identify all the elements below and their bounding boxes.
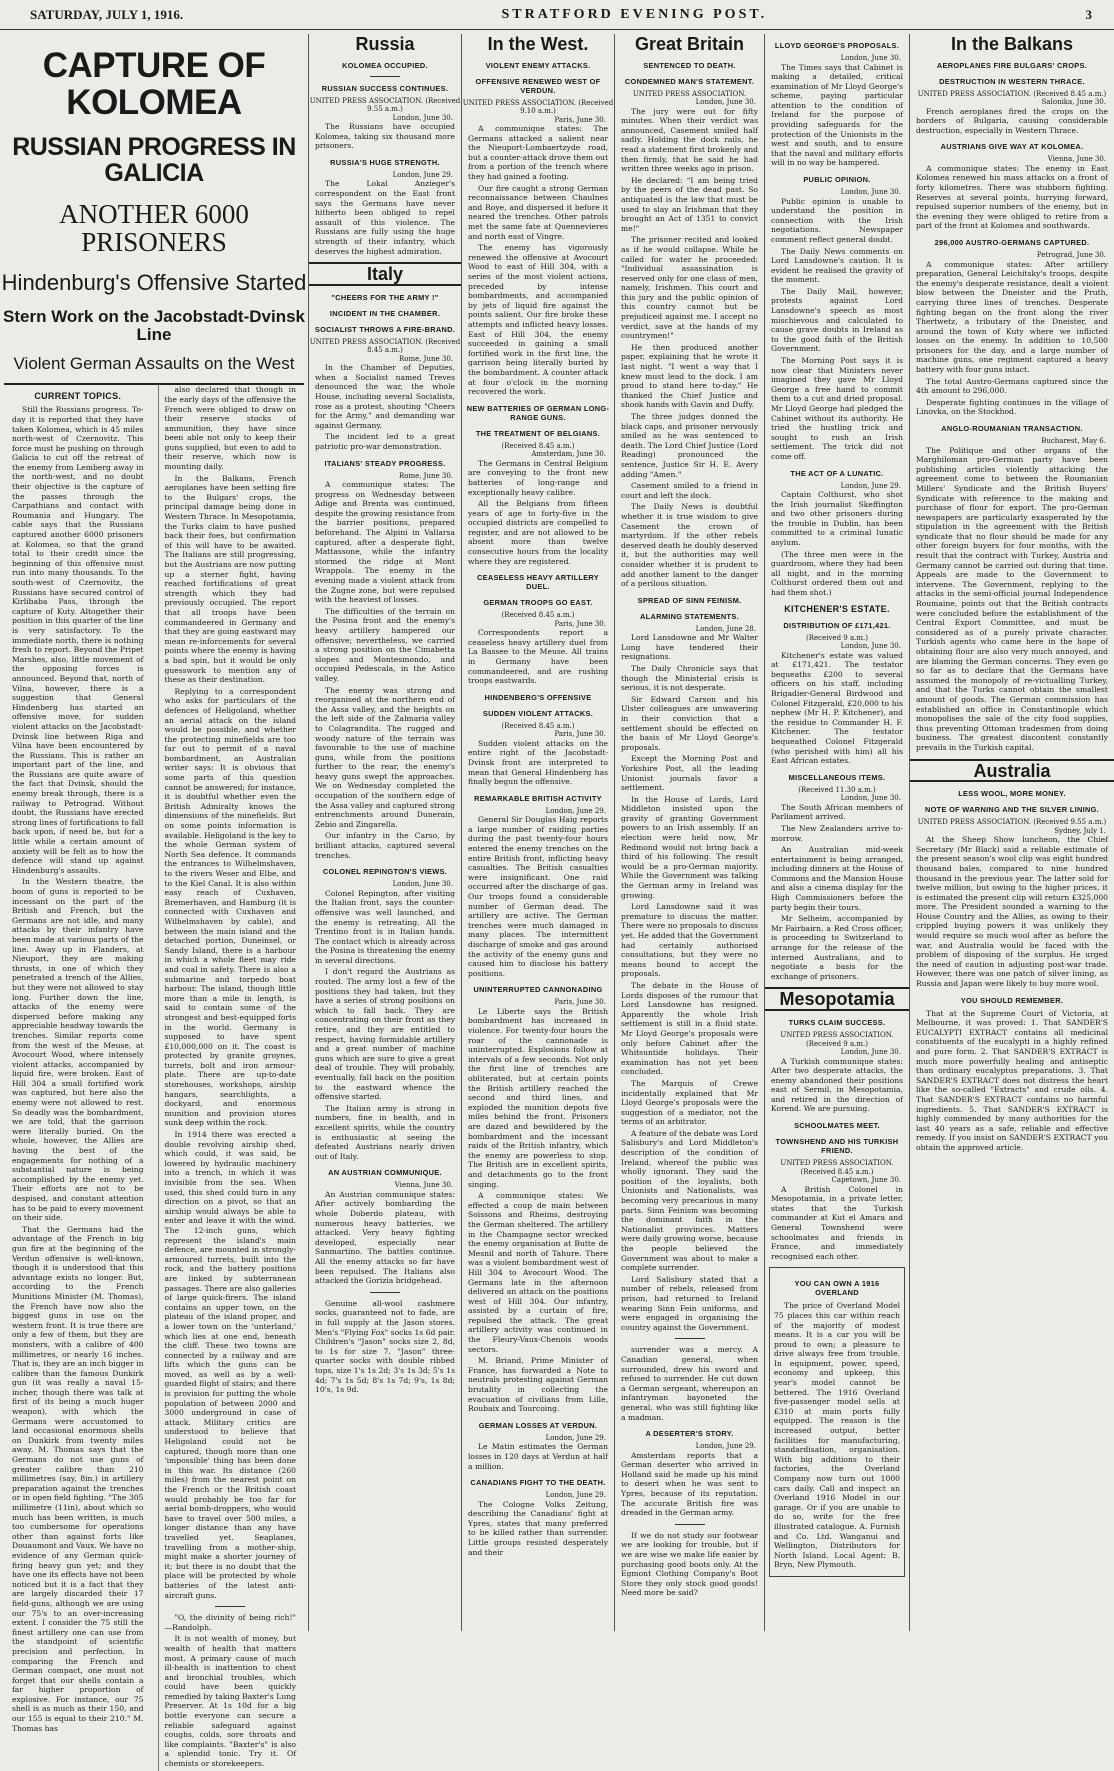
article-paragraph: Our fire caught a strong German reconnaissance between Chaulnes and Roye, and dispersed it before it neared the trenches. Other patrols met the same fate at Quennevieres and north east of Vingre. — [468, 183, 608, 241]
article-heading: GERMAN TROOPS GO EAST. — [483, 598, 593, 608]
byline: (Received 8.45 a.m.) — [501, 721, 575, 730]
article-heading: COLONEL REPINGTON'S VIEWS. — [322, 867, 448, 877]
article-heading: MISCELLANEOUS ITEMS. — [788, 772, 886, 782]
article-heading: NOTE OF WARNING AND THE SILVER LINING. — [925, 805, 1099, 815]
dateline: Salonika, June 30. — [1041, 98, 1106, 107]
article-paragraph: Sudden violent attacks on the entire right of the Jacobstadt-Dvinsk front are interpreted to mean that General Hindenberg has finally begun the offensive. — [468, 738, 608, 787]
article-paragraph: M. Briand, Prime Minister of France, has forwarded a Note to neutrals protesting against German brutality in collecting the evacuation of civilians from Lille, Roubaix and Tourcoing. — [468, 1356, 608, 1414]
lead-violent-assaults-headline: Violent German Assaults on the West — [13, 354, 295, 374]
dateline: London, June 29. — [695, 1442, 756, 1451]
article-paragraph: He declared: "I am being tried by the peers of the dead past. So antiquated is the law that must be used to slay an Irishman that they brought an Act of 1351 to convict me!" — [621, 175, 758, 233]
dateline: Sydney, July 1. — [1054, 826, 1106, 835]
article-heading: DISTRIBUTION OF £171,421. — [783, 620, 891, 630]
article-paragraph: A feature of the debate was Lord Salisbury's and Lord Middleton's description of the condition of Ireland, whereof the public was wholly ignorant. They said the position of the loyalists, both Unionists and Nationalists, was becoming very precarious in many parts. Sinn Feinism was becoming the dominant faith in the Nationalist provinces. Matters were daily growing worse, because the people believed the Government was about to make a complete surrender. — [621, 1128, 759, 1273]
byline: UNITED PRESS ASSOCIATION. — [632, 89, 747, 98]
article-paragraph: In the Chamber of Deputies, when a Socialist named Treves denounced the war, the whole House, including several Socialists, rose as a protest, shouting "Cheers for the Army," and demanding war against Germany. — [315, 363, 455, 430]
article-paragraph: A communique states: The progress on Wednesday between Adige and Brenta was continued, despite the growing resistance from the barrier positions, prepared beforehand. The Alpini in Vallarsa captured, after a desperate fight, Mattassone, while the infantry stormed the ridge at Mont Wrappola. The enemy in the evening made a violent attack from the Zugne zone, but were repulsed with the heaviest of losses. — [315, 480, 455, 605]
divider — [370, 76, 400, 77]
article-paragraph: (The three men were in the guardroom, where they had been all night, and in the morning Colthurst ordered them out and had them shot.) — [771, 549, 903, 597]
lead-right-subcolumn — [158, 385, 303, 1770]
dateline: Bucharest, May 6. — [1041, 437, 1106, 446]
article-paragraph: The Italian army is strong in numbers, fine in health, and in excellent spirits, while the country is enthusiastic at seeing the defeated Austrians nearly driven out of Italy. — [315, 1103, 455, 1161]
article-heading: 296,000 AUSTRO-GERMANS CAPTURED. — [934, 238, 1090, 248]
byline: (Received 8.45 a.m.) — [501, 441, 575, 450]
article-paragraph: I don't regard the Austrians as routed. The army lost a few of the positions they had taken, but they have a series of strong positions on which to fall back. They are concentrating on their front as they retire, and they are entitled to respect, having formidable artillery and a great number of machine guns which are sure to give a great deal of trouble. They will probably, eventually, fall back on the position to the eastward whence the offensive started. — [315, 967, 455, 1102]
lead-left-subcolumn — [6, 385, 150, 1770]
byline: (Received 8.45 a.m.) — [501, 611, 575, 620]
dateline: London, June 29. — [545, 806, 606, 815]
article-paragraph: Except the Morning Post and Yorkshire Post, all the leading Unionist journals favor a settlement. — [621, 754, 758, 793]
article-paragraph: Amsterdam reports that a German deserter who arrived in Holland said he made up his mind to desert when he was sent to Ypres, because of its reputation. The accurate British fire was dreaded in the German army. — [621, 1450, 758, 1518]
article-heading: PUBLIC OPINION. — [803, 175, 871, 185]
quotation: "O, the divinity of being rich!" —Randolph. — [164, 1613, 296, 1632]
balkans-column — [909, 34, 1114, 1631]
article-paragraph: Public opinion is unable to understand the position in connection with the Irish negotiations. Newspaper comment reflect general doubt. — [771, 196, 903, 244]
dateline: Vienna, June 30. — [1047, 155, 1106, 164]
article-heading: OFFENSIVE RENEWED WEST OF VERDUN. — [475, 76, 601, 95]
article-paragraph: A communique states: We effected a coup de main between Soissons and Rheims, destroying the German sheltered. The artillery in the Champagne sector wrecked the enemy organisation at Butte de Mesnil and north of Tahure. There was a violent bombardment west of Hill 304 to Avocourt Wood. The Germans late in the afternoon delivered an attack on the positions west of Hill 304. Our infantry, assisted by a curtain of fire, repulsed the attack. The great artillery activity was continued in the Fleury-Vaux-Chenois woods sectors. — [468, 1191, 608, 1354]
article-paragraph: Kitchener's estate was valued at £171,421. The testator bequeaths £200 to several officers on his staff, including Brigadier-General Birdwood and Colonel Fitzgerald, £20,000 to his nephew (Mr H. P. Kitchener), and the residue to Commander H. F. Kitchener. The testator bequeathed Colonel Fitzgerald (who perished with him) all his East African estates. — [771, 650, 903, 766]
divider — [675, 1338, 705, 1339]
masthead — [0, 0, 1114, 30]
advertisement-text: The price of Overland Model 75 places this car within reach of the majority of modest means. It is a car you will be proud to own; a pleasure to drive always free from trouble. In equipment, power, speed, economy and upkeep, this year's model cannot be bettered. The 1916 Overland five-passenger model sells at £310 at main ports fully equipped. The reason is the increased output, better facilities for manufacturing, standardisation, organisation. With big additions to their factories, the Overland Company now turn out 1000 cars daily. Call and inspect an Overland 1916 Model in our garage. Or if you are unable to do so, write for the free illustrated catalogue. A. Furnish and Co. Ltd. Wanganui and Wellington, Distributors for North Island. Local Agent: B. Bryn, New Plymouth. — [774, 1301, 900, 1570]
article-heading: ALARMING STATEMENTS. — [640, 611, 739, 621]
west-section-title: In the West. — [487, 34, 589, 54]
advertisement: Genuine all-wool cashmere socks, guaranteed not to fade, are in full supply at the Jason stores. Men's "Flying Fox" socks 1s 6d pair. Children's "Jason" socks size 2, 8d, to 1s for size 7. "Jason" three-quarter socks with double ribbed tops, size 1's 1s 2d; 3's 1s 3d; 5's 1s 4d; 7's 1s 5d; 8's 1s 7d; 9's, 1s 8d; 10's, 1s 9d. — [315, 1298, 455, 1395]
article-paragraph: surrender was a mercy. A Canadian general, when surrounded, drew his sword and refused to surrender. He cut down a German sergeant, whereupon an infantryman bayoneted the general, who was still fighting like a madman. — [621, 1345, 758, 1422]
article-heading: ITALIANS' STEADY PROGRESS. — [324, 458, 446, 468]
article-paragraph: The total Austro-Germans captured since the 4th amount to 296,000. — [916, 376, 1108, 396]
dateline: Paris, June 30. — [554, 730, 606, 739]
dateline: London, June 30. — [840, 1048, 901, 1056]
article-heading: INCIDENT IN THE CHAMBER. — [329, 308, 441, 318]
article-paragraph: In the Western theatre, the boom of guns is reported to be incessant on the part of the British and French, but the Germans are not idle, and many attacks by their infantry have been made at various parts of the line. Away up in Flanders, at Nieuport, they are making thrusts, in one of which they penetrated a trench of the Allies, but they were not allowed to stay long. Further down the line, attacks of the enemy were dispersed before making any appreciable headway towards the trenches. Similar reports come from the west of the Meuse, at Avocourt Wood, where intensely violent attacks, accompanied by liquid fire, were broken. East of Hill 304 a small fortified work was captured, but here also the enemy were not allowed to rest. So deadly was the bombardment, we are told, that the garrison were literally buried. On the whole, however, the Allies are having the best of the engagements for nothing of a substantial nature is being accomplished by the enemy yet. Their efforts are not to be despised, and constant attention has to be paid to every movement on their side. — [12, 877, 144, 1223]
lead-hindenburg-headline: Hindenburg's Offensive Started — [1, 269, 307, 295]
article-paragraph: He then produced another paper, explaining that he wrote it last night. "I went a way that I knew must lead to the dock. I am proud to stand here to-day." He thanked the Chief Justice and shook hands with Gavin and Duffy. — [621, 342, 758, 410]
article-heading: LESS WOOL, MORE MONEY. — [958, 789, 1066, 799]
article-paragraph: The South African members of Parliament arrived. — [771, 802, 903, 822]
article-paragraph: The Times says that Cabinet is making a detailed, critical examination of Mr Lloyd George's scheme, paying particular attention to the condition of Ireland for the purpose of providing safeguards for the protection of the Unionists in the west and south, and to ensure that the naval and military efforts will in no way be hampered. — [771, 62, 903, 168]
article-paragraph: All the Belgians from fifteen years of age to forty-five in the occupied districts are compelled to register, and are not allowed to be absent more than twelve consecutive hours from the locality where they are registered. — [468, 499, 608, 566]
article-paragraph: The Politique and other organs of the Marghiloman pro-German party have been publishing articles violently attacking the agreement come to between the Roumanian Millers' Syndicate and the British Buyers' Syndicate with reference to the making and purchase of flour for export. The pro-German newspapers are particularly exasperated by the stipulation in the agreement with the British syndicate that no flour should be made for any other foreign buyers for four months, with the result that the contract with Turkey, Austria and Germany cannot be carried out during that time. Appeals are made to the Government to intervene. The Government, replying to the attacks in the semi-official journal Independence Roumaine, points out that the British contracts were concluded before the establishment of the Central Export Committee, and must be considered as of a purely private character. Turkish agents who came here in the hope of obtaining flour are also very much annoyed, and are blaming the German concerns. They even go so far as to declare that the Germans have assumed the monopoly of re-victualling Turkey, and that the Turks cannot obtain the smallest amount of goods. The German commission has established an office in Constantinople which monopolises the sale of the city food supplies, thus preventing Ottoman tradesmen from doing business. The greatest discontent constantly prevails in the Turkish capital. — [916, 445, 1108, 752]
article-paragraph: The difficulties of the terrain on the Posina front and the enemy's heavy artillery hampered our offensive; nevertheless, we carried a strong position on the Cimabetta slopes and Montesmondo, and occupied Pedescala, in the Astico valley. — [315, 606, 455, 683]
article-paragraph: A communique states: The enemy in East Kolomea renewed his mass attacks on a front of forty kilometres. There was stubborn fighting. Reserves at several points, hurrying forward, repulsed superior numbers of the enemy, but in the evening they were obliged to retire from a part of the front at Kolomea and southwards. — [916, 163, 1108, 231]
article-heading: SENTENCED TO DEATH. — [643, 60, 736, 70]
byline: (Received 11.30 a.m.) — [798, 785, 876, 794]
mesopotamia-section-title: Mesopotamia — [765, 987, 909, 1011]
article-paragraph: A British Colonel in Mesopotamia, in a private letter, states that the Turkish commander at Kut el Amara and General Townshend were schoolmates and friends in France, and immediately recognised each other. — [771, 1184, 903, 1261]
article-paragraph: In 1914 there was erected a double revolving airship shed, which could, it was said, be lowered by hydraulic machinery into a trench, in which it was invisible from the sea. When used, this shed could turn in any direction on a pivot, so that an airship would always be able to enter and leave it with the wind. The 12-inch guns, which represent the island's main defence, are mounted in strongly-armoured turrets, built into the rock, and the battery positions are linked by subterranean passages. There are also galleries of large quick-firers. The island contains an upper town, on the plateau of the island proper, and a lower town on the 'unterland,' which lies at one end, beneath the cliff. These two towns are connected by a railway and are lifts which the guns can be moved, as well as by a well-guarded flight of stairs; and there is provision for putting the whole population of between 2000 and 3000 underground in case of attack. Military critics are understood to believe that Heligoland could not be captured, though more than one 'impossible' thing has been done in this war. Its distance (260 miles) from the nearest point on the French or the British coast would probably be too far for aerial bomb-droppers, who would have to travel over 500 miles, a longer distance than any have travelled yet. Seaplanes, travelling from a mother-ship, might make a shorter journey of it; but there is no doubt that the place will be protected by whole batteries of the latest anti-aircraft guns. — [164, 1130, 296, 1600]
divider — [675, 1524, 705, 1525]
article-paragraph: The Lokal Anzieger's correspondent on the East front says the Germans have never hitherto been obliged to repel assault of this violence. The Russians are fully using the huge strength of their infantry, which deserves the highest admiration. — [315, 179, 455, 256]
article-heading: REMARKABLE BRITISH ACTIVITY — [474, 793, 602, 803]
article-paragraph: The prisoner recited and looked as if he would collapse. While he called for water he proceeded: "Individual assassination is reserved only for one class of men, namely, Irishmen. This court and this jury and the public opinion of this country cannot but be prejudiced against me. I accept no verdict, save at the hands of my countrymen!" — [621, 235, 758, 341]
article-paragraph: An Australian mid-week entertainment is being arranged, including dinners at the House of Commons and the Mansion House and also a cinema display for the High Commissioners before the party begin their tours. — [771, 845, 903, 912]
current-topics-heading: CURRENT TOPICS. — [34, 391, 122, 402]
article-paragraph: Sir Edward Carson and his Ulster colleagues are unwavering in their conviction that a settlement should be effected on the basis of Mr Lloyd George's proposals. — [621, 694, 758, 752]
article-paragraph: Colonel Repington, after visiting the Italian front, says the counter-offensive was well launched, and the enemy is retreating. All the Trentino front is in Italian hands. The contact which is already across the Posina is threatening the enemy in several directions. — [315, 888, 455, 965]
overland-advertisement — [769, 1267, 905, 1577]
article-paragraph: The Cologne Volks Zeitung, describing the Canadians' fight at Ypres, states that many preferred to be killed rather than surrender. Little groups resisted desperately and their — [468, 1499, 608, 1557]
article-heading: CONDEMNED MAN'S STATEMENT. — [624, 76, 755, 86]
article-paragraph: Replying to a correspondent who asks for particulars of the defences of Heligoland, whether an aerial attack on the island would be possible, and whether the protecting minefields are too far out to permit of a naval bombardment, an Australian writer says: It is obvious that some parts of this question cannot be answered; for instance, it is doubtful whether even the British Admiralty knows the dimensions of the minefields. But on some points information is available. Heligoland is the key to the whole German system of North Sea defence. It commands the entrances to Wilhelmshaven, to the rivers Weser and Elbe, and to the Kiel Canal. It is also within easy reach of Cuxhaven, Bremerhaven, and Hamburg (it is connected with Cuxhaven and Wilhelmshaven by cable), and between the main island and the detached portion, Duneinsel, or Sandy Island, there is a harbour in which a whole fleet may ride and coal in safety. There is also a submarine and torpedo boat harbour. The island, though little more than a mile in length, is said to contain some of the strongest and best-equipped forts in the world. Germany is supposed to have spent £10,000,000 on it. The coast is protected by granite groynes, turrets, bolt and iron armour-plate. There are up-to-date storehouses, workshops, airship hangars, searchlights, a dockyard, and enormous munition and provision stores sunk deep within the rock. — [164, 686, 296, 1128]
masthead-page-number: 3 — [1085, 6, 1092, 22]
lead-prisoners-headline: ANOTHER 6000 PRISONERS — [59, 199, 249, 258]
article-heading: A DESERTER'S STORY. — [645, 1429, 734, 1439]
article-heading: CEASELESS HEAVY ARTILLERY DUEL. — [476, 573, 600, 592]
article-heading: NEW BATTERIES OF GERMAN LONG-RANGE GUNS. — [466, 403, 610, 422]
russia-italy-column — [308, 34, 461, 1631]
article-heading: UNINTERRUPTED CANNONADING — [473, 985, 603, 995]
dateline: London, June 30. — [840, 642, 901, 651]
dateline: Petrograd, June 30. — [1036, 251, 1106, 260]
article-paragraph: The jury were out for fifty minutes. When their verdict was announced, Casement smiled half sadly. Holding the dock rails, he read a statement first brokenly and then firmly, that he said he had written three weeks ago in prison. — [621, 106, 758, 174]
dateline: London, June 29. — [840, 481, 901, 490]
article-heading: TOWNSHEND AND HIS TURKISH FRIEND. — [775, 1137, 899, 1156]
article-heading: CANADIANS FIGHT TO THE DEATH. — [470, 1478, 606, 1488]
article-heading: TURKS CLAIM SUCCESS. — [788, 1018, 886, 1027]
lead-subheadline: RUSSIAN PROGRESS IN GALICIA — [12, 132, 296, 187]
byline: UNITED PRESS ASSOCIATION. (Received 9.10 a.m.) — [462, 98, 614, 116]
article-heading: RUSSIA'S HUGE STRENGTH. — [330, 157, 440, 167]
article-paragraph: also declared that though in the early days of the offensive the French were obliged to draw on their reserve stocks of ammunition, they have since been able not only to keep their guns supplied, but even to add to their reserve, which now is mounting daily. — [164, 385, 296, 472]
lead-headline: CAPTURE OF KOLOMEA — [42, 46, 266, 122]
article-heading: THE ACT OF A LUNATIC. — [790, 468, 884, 478]
masthead-date: SATURDAY, JULY 1, 1916. — [30, 6, 184, 22]
article-heading: AEROPLANES FIRE BULGARS' CROPS. — [936, 60, 1088, 70]
article-paragraph: Le Matin estimates the German losses in 120 days at Verdun at half a million. — [468, 1442, 608, 1471]
article-paragraph: Mr Selheim, accompanied by Mr Fairbairn, a Red Cross officer, is proceeding to Switzerland to arrange for the release of the interned Australians, and to negotiate a basis for the exchange of prisoners. — [771, 914, 903, 981]
article-paragraph: The Daily Mail, however, protests against Lord Lansdowne's speech as most mischievous and calculated to cause grave doubts in Ireland as to the good faith of the British Government. — [771, 286, 903, 354]
advertisement: It is not wealth of money, but wealth of health that matters most. A primary cause of much ill-health is inattention to chest and bronchial troubles, which could have been quickly remedied by taking Baxter's Lung Preserver. At 1s 10d for a big bottle everyone can secure a reliable safeguard against coughs, colds, sore throats and like complaints. "Baxter's" is also a splendid tonic. Try it. Of chemists or storekeepers. — [164, 1634, 296, 1769]
article-heading: GERMAN LOSSES AT VERDUN. — [478, 1420, 598, 1430]
lead-column — [0, 34, 308, 1769]
article-heading: AUSTRIANS GIVE WAY AT KOLOMEA. — [940, 142, 1084, 152]
article-paragraph: The Morning Post says it is now clear that Ministers never imagined they gave Mr Lloyd George a free hand to commit them to a cut and dried proposal. Mr Lloyd George had pledged the Cabinet without its authority. He tried the hustling trick and sought to rush an Irish settlement. The trick did not come off. — [771, 356, 903, 461]
lloyd-george-column — [764, 34, 909, 1631]
dateline: London, June 29. — [545, 1491, 606, 1500]
article-heading: RUSSIAN SUCCESS CONTINUES. — [321, 83, 449, 93]
dateline: Capetown, June 30. — [831, 1176, 901, 1185]
dateline: London, June 30. — [695, 98, 756, 107]
article-paragraph: Captain Colthurst, who shot the Irish journalist Skeffington and two other prisoners during the trouble in Dublin, has been committed to a criminal lunatic asylum. — [771, 490, 903, 548]
divider — [215, 1606, 245, 1607]
article-heading: KOLOMEA OCCUPIED. — [342, 60, 428, 70]
article-paragraph: The debate in the House of Lords disposes of the rumour that Lord Lansdowne has resigned. Apparently the whole Irish settlement is still in a fluid state. Mr Lloyd George's proposals were only before Cabinet after the Whitsuntide holidays. Their examination has not yet been concluded. — [621, 980, 758, 1077]
article-paragraph: The three judges donned the black caps, and prisoner nervously smiled as he was sentenced to death. The Lord Chief Justice (Lord Reading) pronounced the sentence, Justice Sir H. E. Avery adding "Amen." — [621, 412, 758, 479]
article-paragraph: French aeroplanes fired the crops on the borders of Bulgaria, causing considerable destruction, especially in Western Thrace. — [916, 106, 1108, 135]
russia-section-title: Russia — [355, 34, 415, 54]
article-paragraph: Desperate fighting continues in the village of Linovka, on the Stockhod. — [916, 397, 1108, 417]
byline: UNITED PRESS ASSOCIATION. (Received 9.55 a.m.) — [309, 96, 461, 114]
article-heading: "CHEERS FOR THE ARMY !" — [331, 292, 439, 302]
article-paragraph: The Germans in Central Belgium are conveying to the front new batteries of long-range and exceptionally heavy calibre. — [468, 458, 608, 497]
dateline: London, June 30. — [840, 54, 901, 62]
dateline: Vienna, June 30. — [394, 1181, 453, 1190]
dateline: Rome, June 30. — [398, 471, 453, 480]
byline: UNITED PRESS ASSOCIATION. (Received 9 a.m.) — [780, 1031, 894, 1048]
article-paragraph: Lord Lansdowne and Mr Walter Long have tendered their resignations. — [621, 633, 758, 662]
dateline: London, June 30. — [840, 794, 901, 803]
article-paragraph: That the Germans had the advantage of the French in big gun fire at the beginning of the Verdun offensive is well-known, though it is understood that this advantage exists no longer. But, according to the French Munitions Minister (M. Thomas), the French have now also the biggest guns in use on the western front. It is true there are only a few of them, but they are monsters, with a calibre of 400 millimetres, or nearly 16 inches. That is, they are an inch bigger in calibre than the famous Dunkirk gun (it was really a naval 15-incher, though there was talk at first of its being a much huger weapon), with which the Germans were accustomed to land occasional enormous shells on Dunkirk from twenty miles away. M. Thomas says that the Germans do not use guns of greater calibre than 210 millimetres (say, 8in.) in artillery preparation against the trenches or in open field fighting. "The 305 millimetre (11in), about which so much has been written, is much too cumbersome for operations other than against forts like Douaumont and Vaux. We have no evidence of any German quick-firing heavy gun yet; and they have one its effects have not been noticed but it is a fact that they are largely discarded their 17 field-guns, although we are using our 75's to an over-increasing extent. I consider the 75 still the finest artillery one can use from the standpoint of scientific precision and perfection. In comparing the French and German compact, one must not forget that our shells contain a far higher proportion of explosive. For instance, our 75 shell is as much as their 150, and our 155 is equal to their 210." M. Thomas has — [12, 1224, 144, 1733]
italy-section-title: Italy — [309, 262, 461, 286]
britain-section-title: Great Britain — [634, 34, 745, 54]
article-heading: KITCHENER'S ESTATE. — [784, 603, 890, 614]
dateline: London, June 29. — [545, 1433, 606, 1442]
article-paragraph: The Marquis of Crewe incidentally explained that Mr Lloyd George's proposals were the suggestion of a mediator, not the terms of an arbitrator. — [621, 1078, 758, 1127]
article-heading: VIOLENT ENEMY ATTACKS. — [485, 60, 591, 70]
dateline: London, June 29. — [392, 170, 453, 179]
byline: UNITED PRESS ASSOCIATION. (Received 8.45 a.m.) — [309, 337, 461, 355]
dateline: London, June 28. — [695, 624, 756, 633]
article-paragraph: A communique states: After artillery preparation, General Leichitsky's troops, despite the enemy's desperate resistance, dealt a violent blow between the Dneister and the Pruth, carrying three lines of trenches. Desperate fighting began on the front along the river Thertwetz, a tributary of the Dneister, and around the town of Kuty where we inflicted losses on the enemy. In addition to 10,500 prisoners for the day, and a large number of machine guns, one regiment captured a heavy battery with four guns intact. — [916, 259, 1108, 375]
article-paragraph: The incident led to a great patriotic pro-war demonstration. — [315, 432, 455, 451]
advertisement-heading: YOU SHOULD REMEMBER. — [960, 995, 1064, 1005]
article-heading: SCHOOLMATES MEET. — [794, 1121, 880, 1131]
lead-body — [0, 385, 308, 1770]
dateline: London, June 30. — [392, 880, 453, 889]
article-heading: SUDDEN VIOLENT ATTACKS. — [482, 708, 594, 718]
balkans-section-title: In the Balkans — [950, 34, 1074, 54]
britain-column — [614, 34, 764, 1631]
advertisement-heading: YOU CAN OWN A 1916 OVERLAND — [794, 1279, 880, 1298]
byline: UNITED PRESS ASSOCIATION. (Received 8.45 a.m.) — [780, 1159, 894, 1176]
masthead-paper-name: STRATFORD EVENING POST. — [501, 6, 768, 22]
byline: UNITED PRESS ASSOCIATION. (Received 9.55 a.m.) — [917, 818, 1107, 827]
article-paragraph: Lord Salisbury stated that a number of rebels, released from prison, had returned to Ireland wearing Sinn Fein uniforms, and were engaged in organising the country against the Government. — [621, 1274, 758, 1332]
advertisement: That at the Supreme Court of Victoria, at Melbourne, it was proved: 1. That SANDER'S EUCALYPTI EXTRACT contains all medicinal constituents of the eucalypti in a highly refined and pure form. 2. That SANDER'S EXTRACT is much more powerfully healing and antiseptic than ordinary eucalyptus preparations. 3. That SANDER'S EXTRACT does not distress the heart like the so-called "Extracts" and crude oils. 4. That SANDER'S EXTRACT contains no harmful ingredients. 5. That SANDER'S EXTRACT is highly commended by many authorities for the last 40 years as a safe, reliable and effective remedy. If you insist on SANDER'S EXTRACT you obtain the approved article. — [916, 1008, 1108, 1152]
dateline: Amsterdam, June 30. — [531, 450, 606, 459]
article-paragraph: Correspondents report a ceaseless heavy artillery duel from La Bassee to the Meuse. All trains in Germany have been commandeered, and are rushing troops eastwards. — [468, 628, 608, 686]
article-paragraph: The Daily News comments on Lord Lansdowne's caution. It is evident he realised the gravity of the moment. — [771, 246, 903, 285]
article-heading: ANGLO-ROUMANIAN TRANSACTION. — [941, 424, 1083, 434]
article-paragraph: A communique states: The Germans attacked a salient near the Nieuport-Lombaertzyde road, but a counter-attack drove them out from a portion of the trench where they had gained a footing. — [468, 124, 608, 182]
article-paragraph: The Daily Chronicle says that though the Ministerial crisis is serious, it is not desperate. — [621, 663, 758, 693]
article-paragraph: Our infantry in the Carso, by brilliant attacks, captured several trenches. — [315, 831, 455, 860]
article-paragraph: The enemy was strong and reorganised at the northern end of the Assa valley, and the heights on the left side of the Zalmaria valley to Colagrandita. The rugged and woody nature of the terrain was favourable to the use of machine guns, while from the positions further to the rear, the enemy's heavy guns swept the approaches. We on Wednesday completed the occupation of the southern edge of the Assa valley and captured strong entrenchments around Dunerain, Zebio and Zingarella. — [315, 685, 455, 829]
article-paragraph: The Russians have occupied Kolomea, taking six thousand more prisoners. — [315, 122, 455, 151]
article-paragraph: A Turkish communique states: After two desperate attacks, the enemy abandoned their positions east of Sermil, in Mesopotamia, and retired in the direction of Korend. We are pursuing. — [771, 1056, 903, 1114]
article-heading: LLOYD GEORGE'S PROPOSALS. — [774, 41, 900, 50]
lead-stern-work-headline: Stern Work on the Jacobstadt-Dvinsk Line — [3, 306, 305, 344]
article-paragraph: At the Sheep Show luncheon, the Chief Secretary (Mr Black) said a reliable estimate of the present season's wool clip was eight hundred thousand bales, compared to nine hundred thousand in the previous year. The latter sold for twelve million, but owing to the higher prices, it is estimated the present clip will return £325,000 more. The President sounded a warning to the House Country and the Allies, as owing to their crippled buying powers it was unlikely they would require so much wool after as before the war, and Australia would be faced with the problem of disposing of the surplus. He urged the need of caution in adjusting post-war trade. However, there was one patch of silver lining, as Russia and Japan were likely to buy more wool. — [916, 835, 1108, 989]
article-paragraph: In the House of Lords, Lord Middleton insisted upon the gravity of granting Government powers to an Irish assembly. If an election were held now, Mr Redmond would not bring back a third of his following. The result would be a pro-German majority. While the Government was talking the German army in Ireland was growing. — [621, 794, 758, 900]
article-heading: SOCIALIST THROWS A FIRE-BRAND. — [314, 324, 456, 334]
article-paragraph: Still the Russians progress. To-day it is reported that they have taken Kolomea, which is 45 miles north-west of Czernovitz. This force must be pushing on through Galicia to cut off the retreat of the enemy from Lemberg away in the north-west, and no doubt their objective is the capture of the passes through the Carpathians and contact with Roumania and Hungary. The cable says that the Russians captured another 6000 prisoners at Kolomea, so that the grand total to their credit since the beginning of this offensive must run into many thousands. To the south-west of Czernovitz, the Russians have secured control of Kirlibaba Pass, through the capture of Kuty. Altogether their position in this quarter of the line is very satisfactory. To the immediate north, there is nothing fresh to report. Beyond the Pripet Marshes, also, little movement of the opposing forces is announced. Beyond that, north of Vilna, however, there is a suggestion that General Hindenberg has started an offensive move, for sudden violent attacks on the Jacobstadt-Dvinsk line between Riga and Vilna have been encountered by the Russians. This is rather an important part of the line, and the Russians are quite aware of the fact that Dvinsk, should the enemy break through, there is a railway to Petrograd. Without doubt, the Russians have erected strong lines of fortifications to fall back upon, if need be, but for a little while a certain amount of anxiety will be felt as to how the defence will stand up against Hindenburg's assaults. — [12, 405, 144, 875]
byline: UNITED PRESS ASSOCIATION. (Received 8.45 a.m.) — [917, 89, 1107, 98]
dateline: Paris, June 30. — [554, 998, 606, 1007]
article-heading: AN AUSTRIAN COMMUNIQUE. — [328, 1168, 442, 1178]
dateline: Rome, June 30. — [398, 354, 453, 363]
article-paragraph: In the Balkans, French aeroplanes have been setting fire to the Bulgars' crops, the principal damage being done in Western Thrace. In Mesopotamia, the Turks claim to have pushed back their foes, but confirmation of this will have to be awaited. The Italians are still progressing, but the Austrians are now putting up a sterner fight, having reached fortifications of great strength which they had previously occupied. The report that all troops have been commandeered in Germany and that they are going eastward may mean re-inforcements for several points where the enemy is having a bad spin, but it would be only guesswork to mention any of these as their destination. — [164, 473, 296, 685]
article-paragraph: General Sir Douglas Haig reports a large number of raiding parties during the past twenty-four hours entered the enemy trenches on the entire British front, inflicting heavy casualties. The British casualties were insignificant. One raid occurred after the discharge of gas. Our troops found a considerable number of German dead. The artillery are active. The German trenches were much damaged in many places. The intermittent discharge of smoke and gas around the activity of the enemy guns and caused him to disclose his battery positions. — [468, 815, 608, 978]
west-column — [461, 34, 614, 1631]
article-paragraph: An Austrian communique states: After actively bombarding the whole Doberdo plateau, with numerous heavy batteries, we attacked. Very heavy fighting developed, especially near Sanmartino. The battles continue. All the enemy attacks so far have been repulsed. The Italians also attacked the Gorizia bridgehead. — [315, 1189, 455, 1286]
dateline: Paris, June 30. — [554, 619, 606, 628]
divider — [370, 1292, 400, 1293]
dateline: Paris, June 30. — [554, 115, 606, 124]
article-paragraph: Le Liberte says the British bombardment has increased in violence. For twenty-four hours the roar of the cannonade is uninterrupted. Explosions follow at intervals of a few seconds. Not only the first line of trenches are obliterated, but at certain points the British artillery reached the second and third lines, and exploded the munition depots five miles behind the front. Prisoners are dazed and bewildered by the bombardment and the incessant raids of the British infantry, which the enemy are powerless to stop. The British are in excellent spirits, and detachments go to the front singing. — [468, 1006, 608, 1189]
australia-section-title: Australia — [910, 759, 1114, 783]
article-paragraph: The enemy has vigorously renewed the offensive at Avocourt Wood to east of Hill 304, with a series of the most violent actions, preceded by intense bombardments, and accompanied by jets of liquid fire against the points salient. Our fire broke these attempts and inflicted heavy losses. East of Hill 304, the enemy succeeded in gaining a small fortified work in the first line, the garrison being literally buried by the bombardment. A counter attack at four o'clock in the morning recovered the work. — [468, 243, 608, 397]
article-paragraph: Casement smiled to a friend in court and left the dock. — [621, 481, 758, 500]
article-heading: SPREAD OF SINN FEINISM. — [637, 595, 742, 605]
advertisement: If we do not study our footwear we are looking for trouble, but if we are wise we make life easier by purchasing good boots only. At the Egmont Clothing Company's Boot Store they only stock good goods! Need more be said? — [621, 1530, 758, 1598]
byline: (Received 9 a.m.) — [806, 633, 868, 642]
article-heading: DESTRUCTION IN WESTERN THRACE. — [939, 76, 1085, 86]
dateline: London, June 30. — [840, 188, 901, 197]
article-paragraph: Lord Lansdowne said it was premature to discuss the matter. There were no proposals to discuss yet. He added that the Government had certainly authorised consultations, but they were no means bound to accept the proposals. — [621, 902, 758, 979]
article-paragraph: The Daily News is doubtful whether it is true wisdom to give Casement the crown of martyrdom. If the other rebels deserved death he doubly deserved it, but the authorities may well consider whether it is prudent to add another lament to the danger of a perilous situation. — [621, 502, 758, 589]
dateline: London, June 30. — [392, 113, 453, 122]
article-paragraph: The New Zealanders arrive to-morrow. — [771, 823, 903, 843]
article-heading: HINDENBERG'S OFFENSIVE — [484, 692, 592, 702]
article-heading: THE TREATMENT OF BELGIANS. — [475, 428, 601, 438]
